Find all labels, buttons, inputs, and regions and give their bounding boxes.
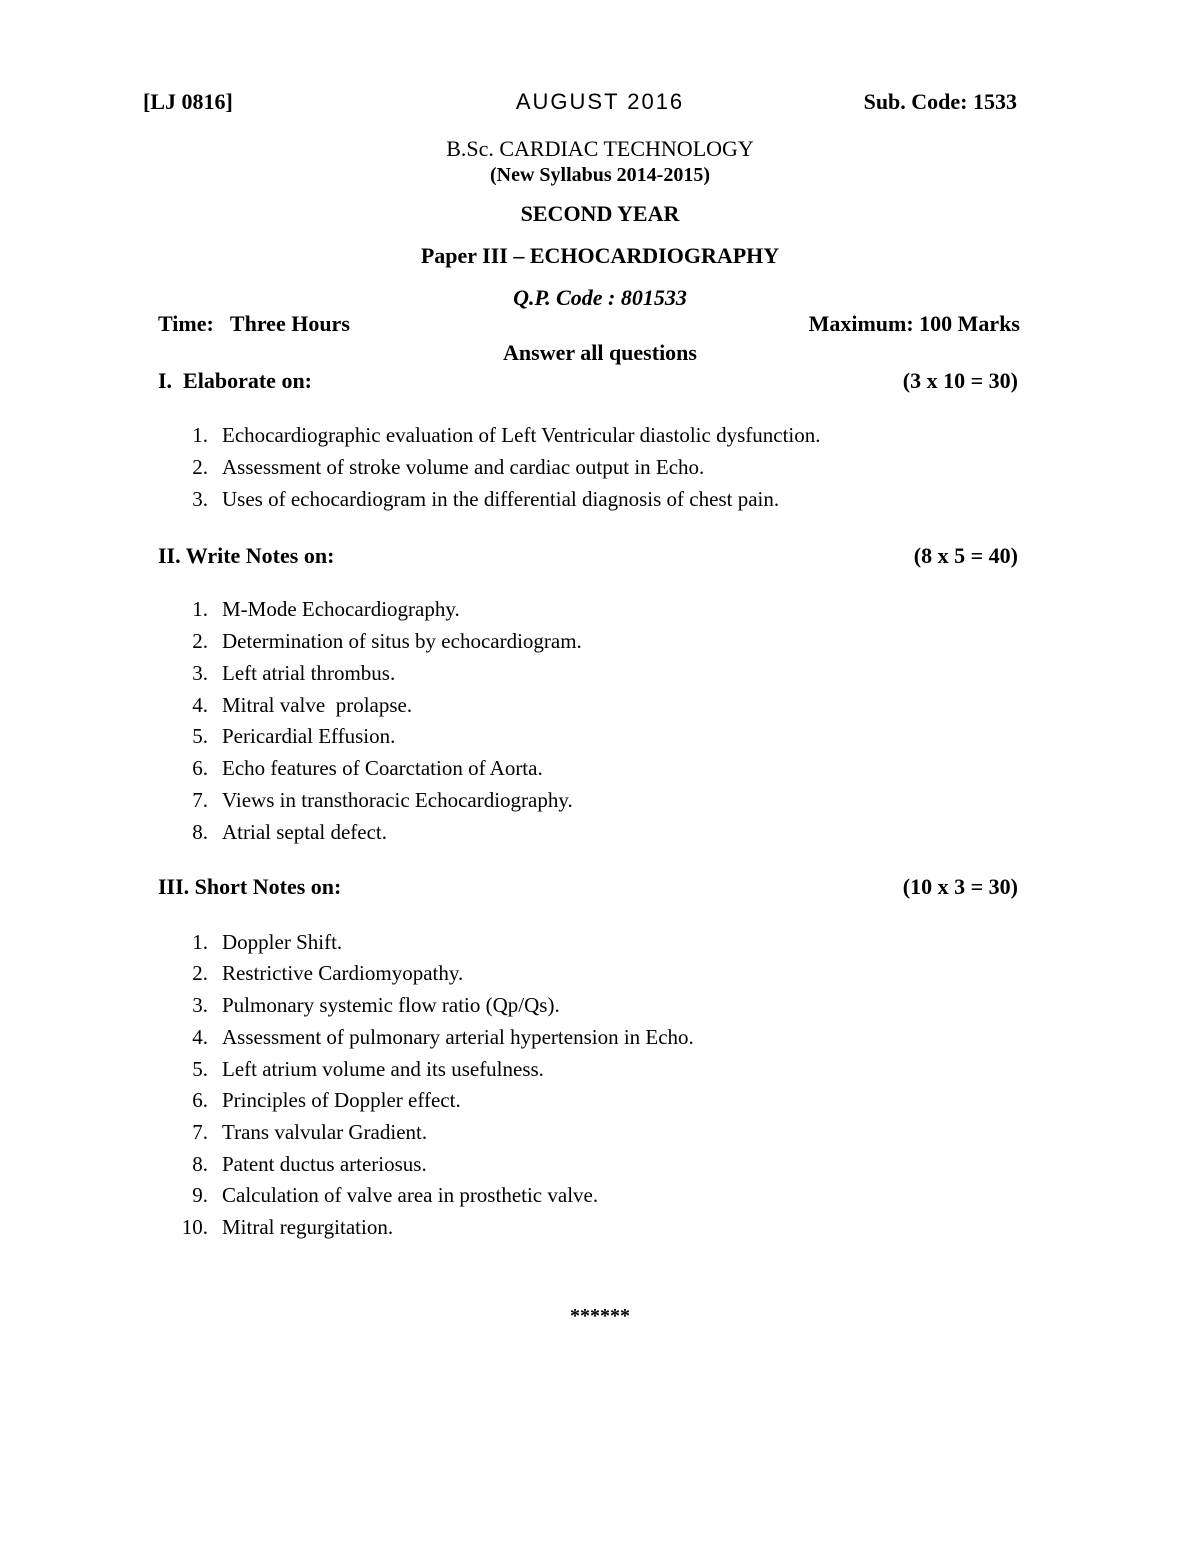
item-number: 2. xyxy=(192,961,208,985)
item-number: 1. xyxy=(192,930,208,954)
item-text: Assessment of stroke volume and cardiac output in Echo. xyxy=(222,455,705,479)
exam-duration: Time: Three Hours xyxy=(158,311,350,336)
item-text: Atrial septal defect. xyxy=(222,820,388,844)
item-text: Echo features of Coarctation of Aorta. xyxy=(222,756,543,780)
item-number: 10. xyxy=(181,1215,208,1239)
item-text: Uses of echocardiogram in the differential diagnosis of chest pain. xyxy=(222,487,780,511)
item-text: Pulmonary systemic flow ratio (Qp/Qs). xyxy=(222,993,560,1017)
item-text: Left atrial thrombus. xyxy=(222,661,396,685)
item-text: Determination of situs by echocardiogram. xyxy=(222,629,582,653)
item-number: 7. xyxy=(192,788,208,812)
item-number: 1. xyxy=(192,423,208,447)
item-text: Mitral regurgitation. xyxy=(222,1215,394,1239)
item-text: Patent ductus arteriosus. xyxy=(222,1152,427,1176)
item-number: 8. xyxy=(192,1152,208,1176)
item-number: 6. xyxy=(192,756,208,780)
item-text: Left atrium volume and its usefulness. xyxy=(222,1057,544,1081)
item-text: Echocardiographic evaluation of Left Ventricular diastolic dysfunction. xyxy=(222,423,821,447)
item-number: 6. xyxy=(192,1088,208,1112)
section-heading: II. Write Notes on: xyxy=(158,543,335,568)
item-text: Doppler Shift. xyxy=(222,930,343,954)
item-text: Views in transthoracic Echocardiography. xyxy=(222,788,573,812)
item-number: 5. xyxy=(192,724,208,748)
section-marks: (3 x 10 = 30) xyxy=(902,368,1018,393)
exam-month-year: AUGUST 2016 xyxy=(515,89,685,114)
course-title: B.Sc. CARDIAC TECHNOLOGY xyxy=(446,136,754,161)
item-text: Principles of Doppler effect. xyxy=(222,1088,461,1112)
item-text: M-Mode Echocardiography. xyxy=(222,597,460,621)
item-number: 8. xyxy=(192,820,208,844)
syllabus-note: (New Syllabus 2014-2015) xyxy=(489,164,710,186)
item-text: Assessment of pulmonary arterial hypertension in Echo. xyxy=(222,1025,694,1049)
maximum-marks: Maximum: 100 Marks xyxy=(808,311,1020,336)
section-marks: (8 x 5 = 40) xyxy=(913,543,1018,568)
item-text: Trans valvular Gradient. xyxy=(222,1120,428,1144)
item-number: 5. xyxy=(192,1057,208,1081)
item-number: 4. xyxy=(192,1025,208,1049)
item-number: 3. xyxy=(192,661,208,685)
paper-title: Paper III – ECHOCARDIOGRAPHY xyxy=(420,243,780,268)
item-text: Mitral valve prolapse. xyxy=(222,693,413,717)
qp-code: Q.P. Code : 801533 xyxy=(513,285,687,310)
reference-code: [LJ 0816] xyxy=(143,89,233,114)
subject-code: Sub. Code: 1533 xyxy=(863,89,1017,114)
item-number: 3. xyxy=(192,487,208,511)
instruction: Answer all questions xyxy=(503,340,697,365)
section-heading: III. Short Notes on: xyxy=(158,874,342,899)
end-of-paper-mark: ****** xyxy=(570,1305,630,1327)
item-number: 4. xyxy=(192,693,208,717)
item-number: 3. xyxy=(192,993,208,1017)
item-number: 2. xyxy=(192,455,208,479)
section-heading: I. Elaborate on: xyxy=(158,368,312,393)
item-number: 7. xyxy=(192,1120,208,1144)
item-text: Pericardial Effusion. xyxy=(222,724,396,748)
year-heading: SECOND YEAR xyxy=(520,201,680,226)
item-number: 1. xyxy=(192,597,208,621)
item-number: 2. xyxy=(192,629,208,653)
item-number: 9. xyxy=(192,1183,208,1207)
item-text: Calculation of valve area in prosthetic valve. xyxy=(222,1183,599,1207)
section-marks: (10 x 3 = 30) xyxy=(902,874,1018,899)
item-text: Restrictive Cardiomyopathy. xyxy=(222,961,464,985)
